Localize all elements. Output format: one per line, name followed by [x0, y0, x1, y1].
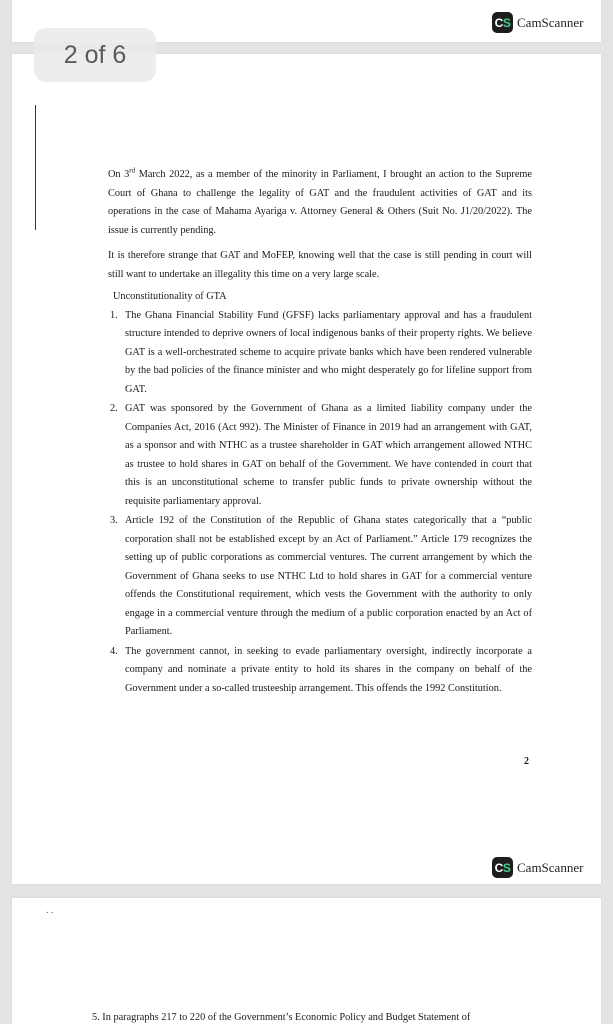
scan-margin-line [35, 105, 36, 230]
next-page-first-line: 5. In paragraphs 217 to 220 of the Government’s Economic Policy and Budget Statement of [92, 1012, 471, 1023]
list-item [108, 643, 532, 699]
list-item [108, 400, 532, 511]
camscanner-label: CamScanner [517, 859, 584, 875]
next-page [12, 898, 601, 1024]
page-number: 2 [524, 756, 529, 767]
camscanner-watermark-top [492, 12, 583, 33]
camscanner-logo-icon: C S [492, 857, 513, 878]
list-item-text: Article 192 of the Constitution of the Republic of Ghana states categorically that a “public corporation shall not be established except by an Act of Parliament.” Article 179 recognizes the setting up of public corporations as commercial ventures. The current arrangement by which the Government of Ghana seeks to use NTHC Ltd to hold shares in GAT for a commercial venture offends the Constitutional requirement, which vests the Government with the authority to only engage in a commercial venture through the medium of a public corporation enacted by an Act of Parliament. [125, 515, 532, 637]
numbered-list [108, 307, 532, 699]
list-item [108, 512, 532, 642]
list-item-number: 2. [110, 403, 118, 414]
list-item-number: 4. [110, 645, 118, 657]
list-item-number: 1. [110, 309, 118, 321]
scan-speck: . . [46, 905, 54, 916]
document-body [108, 166, 532, 699]
page-indicator: 2 of 6 [34, 28, 156, 82]
list-item [108, 307, 532, 400]
list-item-text: The Ghana Financial Stability Fund (GFSF) lacks parliamentary approval and has a fraudulent structure intended to deprive owners of local indigenous banks of their property rights. We believe GAT is a well-orchestrated scheme to acquire private banks which have been rendered vulnerable by the bad policies of the finance minister and who might desperately go for lifeline support from GAT. [125, 309, 532, 395]
paragraph-1: On 3rd March 2022, as a member of the minority in Parliament, I brought an action to the Supreme Court of Ghana to challenge the legality of GAT and the fraudulent activities of GAT and its operations in the case of Mahama Ayariga v. Attorney General & Others (Suit No. J1/20/2022). The issue is currently pending. [108, 166, 532, 236]
camscanner-label: CamScanner [517, 14, 584, 30]
list-item-text: The government cannot, in seeking to evade parliamentary oversight, indirectly incorporate a company and nominate a private entity to hold its shares in the company on behalf of the Government under a so-called trusteeship arrangement. This offends the 1992 Constitution. [125, 645, 532, 694]
camscanner-logo-icon: C S [492, 12, 513, 33]
list-item-number: 3. [110, 515, 118, 526]
list-item-text: GAT was sponsored by the Government of Ghana as a limited liability company under the Companies Act, 2016 (Act 992). The Minister of Finance in 2019 had an arrangement with GAT, as a sponsor and with NTHC as a trustee shareholder in GAT which arrangement allowed NTHC as trustee to hold shares in GAT on behalf of the Government. We have contended in court that this is an unconstitutional scheme to transfer public funds to private ownership without the requisite parliamentary approval. [125, 403, 532, 507]
paragraph-2: It is therefore strange that GAT and MoFEP, knowing well that the case is still pending in court will still want to undertake an illegality this time on a very large scale. [108, 250, 532, 280]
camscanner-watermark-bottom [492, 857, 583, 878]
section-heading: Unconstitutionality of GTA [113, 291, 227, 302]
